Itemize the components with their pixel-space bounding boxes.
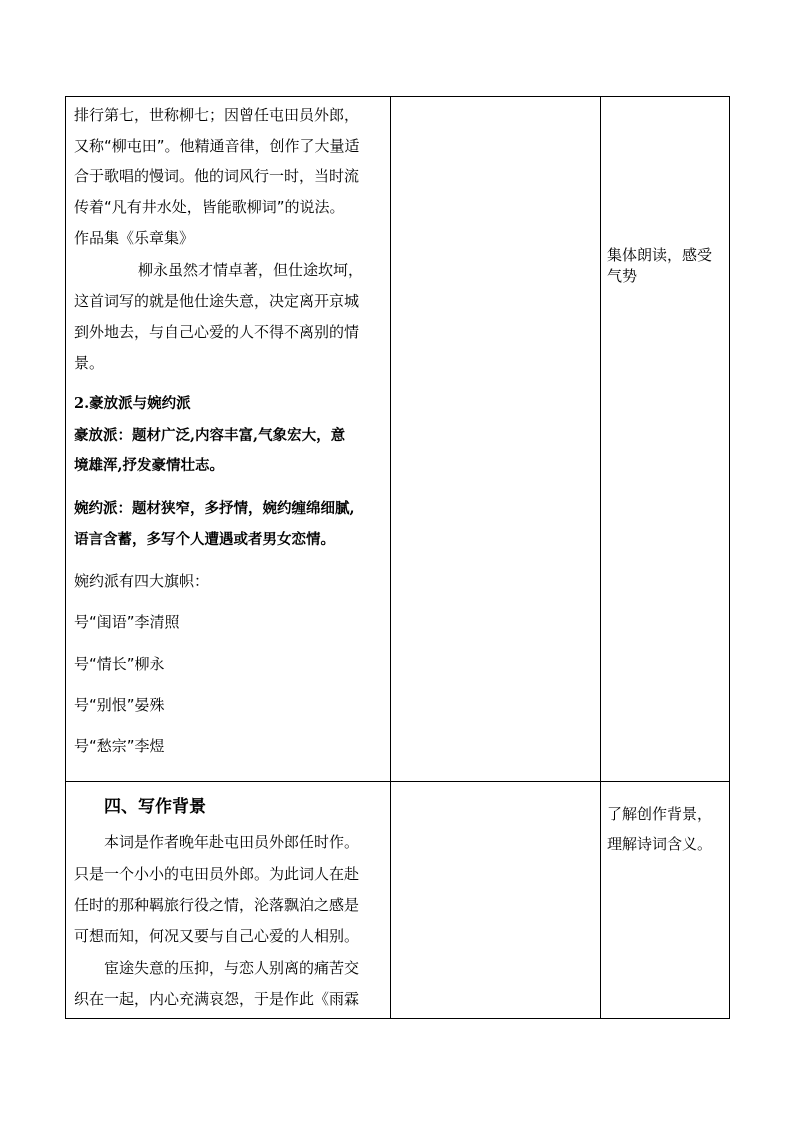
text-line: 婉约派：题材狭窄，多抒情，婉约缠绵细腻,	[74, 500, 355, 517]
activity-cell	[601, 782, 730, 1019]
text-line: 婉约派有四大旗帜：	[74, 572, 210, 590]
text-line: 传着“凡有井水处，皆能歌柳词”的说法。	[74, 198, 345, 216]
section-subheading: 2.豪放派与婉约派	[74, 395, 191, 412]
lesson-plan-table	[65, 96, 730, 1019]
activity-note-line: 了解创作背景，	[607, 805, 713, 823]
text-line: 号“闺语”李清照	[74, 613, 180, 631]
text-line: 景。	[74, 354, 105, 372]
text-line: 任时的那种羁旅行役之情，沦落飘泊之感是	[74, 896, 360, 914]
blank-cell	[391, 782, 601, 1019]
text-line: 合于歌唱的慢词。他的词风行一时，当时流	[74, 167, 360, 185]
content-cell	[66, 782, 391, 1019]
activity-cell	[601, 97, 730, 782]
table-row	[66, 782, 730, 1019]
text-line: 只是一个小小的屯田员外郎。为此词人在赴	[74, 865, 360, 883]
blank-cell	[391, 97, 601, 782]
text-line: 宦途失意的压抑，与恋人别离的痛苦交	[104, 959, 360, 977]
text-line: 到外地去，与自己心爱的人不得不离别的情	[74, 323, 360, 341]
text-line: 号“情长”柳永	[74, 655, 165, 673]
table-row	[66, 97, 730, 782]
section-heading: 四、写作背景	[104, 797, 206, 817]
text-line: 号“愁宗”李煜	[74, 737, 165, 755]
text-line: 织在一起，内心充满哀怨，于是作此《雨霖	[74, 990, 360, 1008]
activity-note-line: 理解诗词含义。	[607, 835, 713, 853]
content-cell	[66, 97, 391, 782]
activity-note-line: 集体朗读，感受	[607, 246, 713, 264]
text-line: 语言含蓄，多写个人遭遇或者男女恋情。	[74, 531, 335, 548]
text-line: 境雄浑,抒发豪情壮志。	[74, 457, 225, 474]
text-line: 号“别恨”晏殊	[74, 696, 165, 714]
text-line: 作品集《乐章集》	[74, 229, 195, 247]
text-line: 这首词写的就是他仕途失意，决定离开京城	[74, 292, 360, 310]
activity-note-line: 气势	[607, 267, 638, 285]
text-line: 可想而知，何况又要与自己心爱的人相别。	[74, 927, 360, 945]
text-line: 本词是作者晚年赴屯田员外郎任时作。	[104, 833, 360, 851]
text-line: 又称“柳屯田”。他精通音律，创作了大量适	[74, 137, 360, 155]
text-line: 柳永虽然才情卓著，但仕途坎坷，	[138, 261, 364, 279]
text-line: 排行第七，世称柳七；因曾任屯田员外郎，	[74, 106, 360, 124]
text-line: 豪放派：题材广泛,内容丰富,气象宏大，意	[74, 427, 346, 444]
